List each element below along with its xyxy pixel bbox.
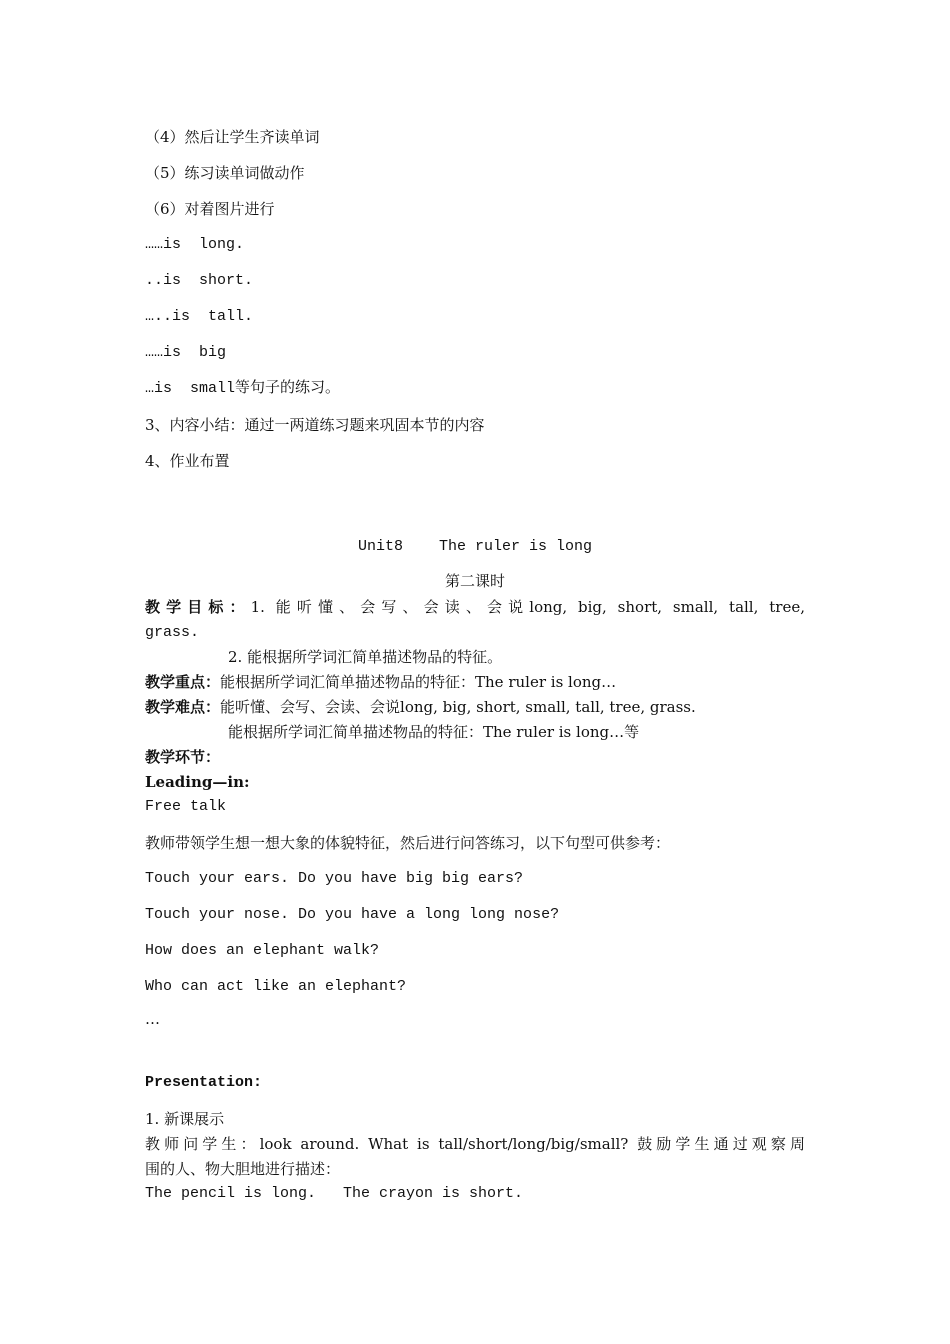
objectives-label: 教学目标： <box>145 598 251 616</box>
summary: 3、内容小结：通过一两道练习题来巩固本节的内容 <box>145 416 485 434</box>
procedure-heading: 教学环节： <box>145 748 221 766</box>
difficulties-line-1 <box>145 698 696 716</box>
sentence-big: ……is big <box>145 344 227 361</box>
question-ears: Touch your ears. Do you have big big ears? <box>145 870 524 887</box>
question-nose: Touch your nose. Do you have a long long nose? <box>145 906 560 923</box>
example-sentences: The pencil is long. The crayon is short. <box>145 1185 524 1202</box>
objectives-text-1: 1. 能听懂、会写、会读、会说long, big, short, small, tall, tree, <box>250 598 805 616</box>
key-points-text: 能根据所学词汇简单描述物品的特征：The ruler is long… <box>220 673 617 691</box>
teacher-ask-line-1: 教师问学生：look around. What is tall/short/long/big/small? 鼓励学生通过观察周 <box>145 1135 805 1153</box>
key-points <box>145 673 616 691</box>
sentence-long: ……is long. <box>145 236 245 253</box>
difficulties-line-2: 能根据所学词汇简单描述物品的特征：The ruler is long…等 <box>228 723 640 741</box>
sentence-tall: …..is tall. <box>145 308 254 325</box>
question-act: Who can act like an elephant? <box>145 978 407 995</box>
teacher-guide: 教师带领学生想一想大象的体貌特征，然后进行问答练习，以下句型可供参考： <box>145 834 671 852</box>
teacher-ask-line-2: 围的人、物大胆地进行描述： <box>145 1160 341 1178</box>
free-talk: Free talk <box>145 798 227 815</box>
key-points-label: 教学重点： <box>145 673 221 691</box>
step-4: （4）然后让学生齐读单词 <box>145 128 320 146</box>
sentence-small: …is small等句子的练习。 <box>145 380 341 397</box>
sentence-short: ..is short. <box>145 272 254 289</box>
homework: 4、作业布置 <box>145 452 230 470</box>
objectives-line-1-cont: grass. <box>145 624 200 641</box>
new-lesson: 1. 新课展示 <box>145 1110 225 1128</box>
presentation-heading: Presentation: <box>145 1074 263 1091</box>
unit-title: Unit8 The ruler is long <box>357 538 593 555</box>
step-5: （5）练习读单词做动作 <box>145 164 305 182</box>
difficulties-text-1: 能听懂、会写、会读、会说long, big, short, small, tall, tree, grass. <box>220 698 696 716</box>
objectives-line-2: 2. 能根据所学词汇简单描述物品的特征。 <box>228 648 503 666</box>
leading-in-heading: Leading—in: <box>145 773 250 791</box>
ellipsis: … <box>145 1010 160 1028</box>
step-6: （6）对着图片进行 <box>145 200 275 218</box>
difficulties-label: 教学难点： <box>145 698 221 716</box>
question-walk: How does an elephant walk? <box>145 942 380 959</box>
objectives-line-1 <box>145 598 805 616</box>
lesson-number: 第二课时 <box>444 572 505 590</box>
